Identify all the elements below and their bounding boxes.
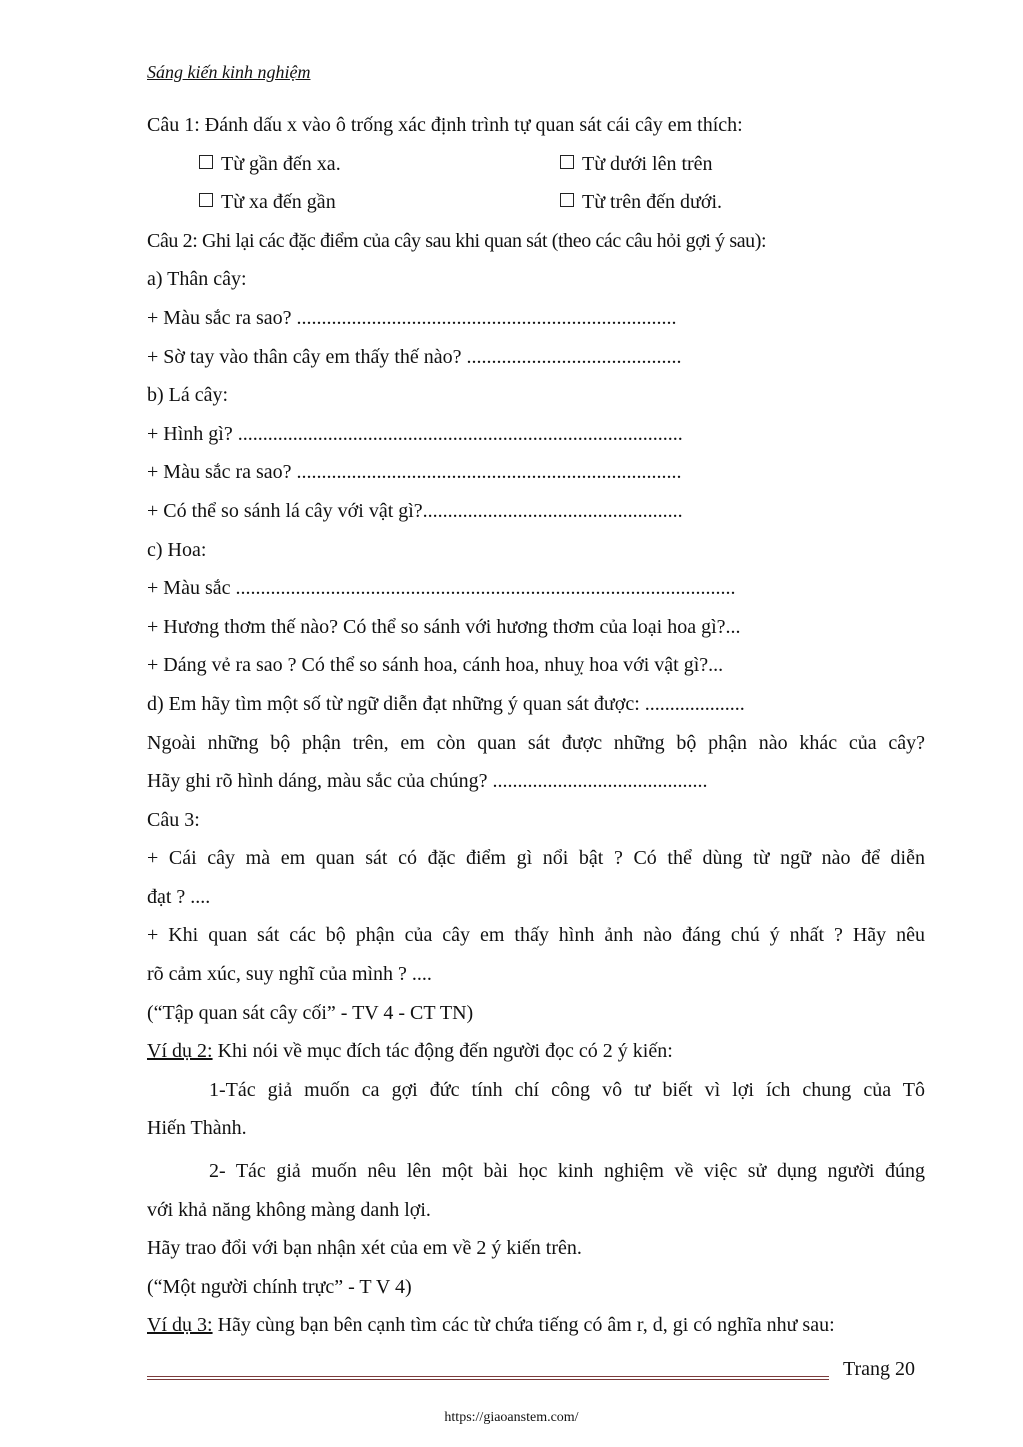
checkbox-row-2 [147,183,925,222]
question-2-prompt: Câu 2: Ghi lại các đặc điểm của cây sau khi quan sát (theo các câu hỏi gợi ý sau): [147,229,767,252]
section-a-title: a) Thân cây: [147,268,247,291]
checkbox-icon[interactable] [560,193,574,207]
example-2-text: Khi nói về mục đích tác động đến người đọc có 2 ý kiến: [212,1040,673,1063]
opinion-2-line-2: với khả năng không màng danh lợi. [147,1198,431,1221]
footer-divider [147,1376,829,1380]
option-near-to-far[interactable]: Từ gần đến xa. [199,145,560,184]
option-far-to-near[interactable]: Từ xa đến gần [199,183,560,222]
checkbox-icon[interactable] [199,193,213,207]
section-a-item-1: + Màu sắc ra sao? ............................................................................ [147,306,677,329]
question-3-p1-line-2: đạt ? .... [147,885,211,908]
checkbox-icon[interactable] [199,155,213,169]
opinion-2-line-1: 2- Tác giả muốn nêu lên một bài học kinh nghiệm về việc sử dụng người đúng [209,1160,925,1183]
section-b-title: b) Lá cây: [147,384,229,407]
section-b-item-1: + Hình gì? ......................................................................................... [147,422,683,445]
section-d: d) Em hãy tìm một số từ ngữ diễn đạt những ý quan sát được: .................... [147,692,745,715]
opinion-1-line-2: Hiến Thành. [147,1117,247,1140]
checkbox-icon[interactable] [560,155,574,169]
example-2-source: (“Một người chính trực” - T V 4) [147,1275,412,1298]
question-3-p1-line-1: + Cái cây mà em quan sát có đặc điểm gì nổi bật ? Có thể dùng từ ngữ nào để diễn [147,847,925,870]
example-2-task: Hãy trao đổi với bạn nhận xét của em về 2 ý kiến trên. [147,1237,582,1260]
option-top-to-bottom[interactable]: Từ trên đến dưới. [560,183,722,222]
option-bottom-to-top[interactable]: Từ dưới lên trên [560,145,713,184]
example-2-label: Ví dụ 2: [147,1040,213,1063]
checkbox-row-1 [147,145,925,184]
section-c-item-2: + Hương thơm thế nào? Có thể so sánh với hương thơm của loại hoa gì?... [147,615,741,638]
section-c-title: c) Hoa: [147,538,207,561]
footer-url[interactable]: https://giaoanstem.com/ [444,1410,579,1425]
question-3-title: Câu 3: [147,808,200,831]
section-b-item-2: + Màu sắc ra sao? ............................................................................. [147,461,682,484]
section-b-item-3: + Có thể so sánh lá cây với vật gì?.................................................... [147,499,683,522]
opinion-1-line-1: 1-Tác giả muốn ca gợi đức tính chí công vô tư biết vì lợi ích chung của Tô [209,1078,925,1101]
question-3-p2-line-1: + Khi quan sát các bộ phận của cây em thấy hình ảnh nào đáng chú ý nhất ? Hãy nêu [147,924,925,947]
example-3-label: Ví dụ 3: [147,1314,213,1337]
page-number: Trang 20 [843,1358,916,1380]
question-1-prompt: Câu 1: Đánh dấu x vào ô trống xác định trình tự quan sát cái cây em thích: [147,114,743,136]
example-3-text: Hãy cùng bạn bên cạnh tìm các từ chứa tiếng có âm r, d, gi có nghĩa như sau: [212,1314,835,1337]
example-2-heading [147,1032,925,1071]
section-c-item-3: + Dáng vẻ ra sao ? Có thể so sánh hoa, cánh hoa, nhuỵ hoa với vật gì?... [147,654,724,677]
section-c-item-1: + Màu sắc .................................................................................................... [147,577,736,600]
page-header: Sáng kiến kinh nghiệm [147,62,311,82]
extra-parts-line-1: Ngoài những bộ phận trên, em còn quan sát được những bộ phận nào khác của cây? [147,731,925,754]
question-3-p2-line-2: rõ cảm xúc, suy nghĩ của mình ? .... [147,963,432,986]
question-3-source: (“Tập quan sát cây cối” - TV 4 - CT TN) [147,1001,474,1024]
section-a-item-2: + Sờ tay vào thân cây em thấy thế nào? ........................................... [147,345,682,368]
extra-parts-line-2: Hãy ghi rõ hình dáng, màu sắc của chúng? ........................................... [147,770,708,793]
example-3-heading [147,1306,925,1345]
document-body [147,106,925,1345]
